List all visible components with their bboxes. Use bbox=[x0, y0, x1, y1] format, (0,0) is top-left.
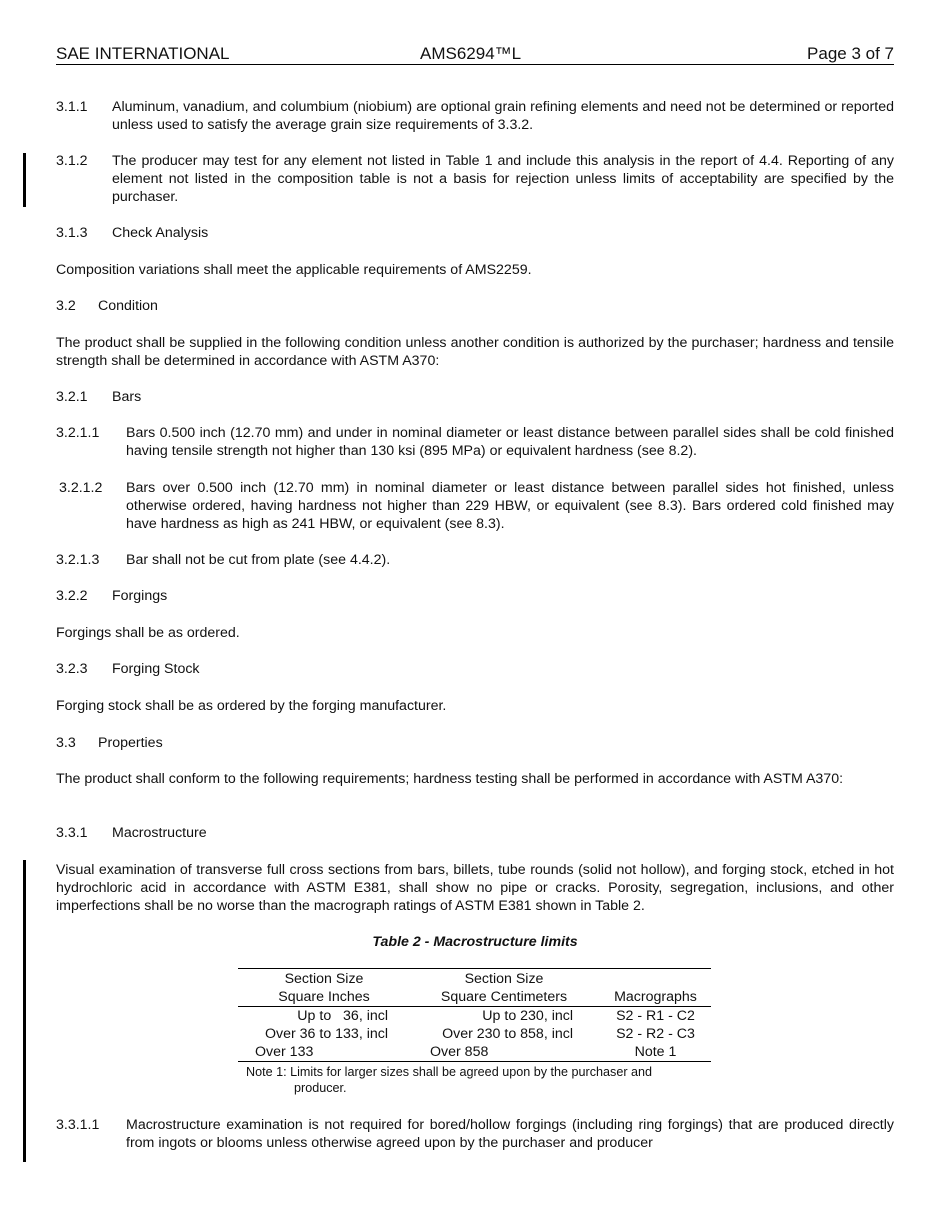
section-number: 3.2.1.2 bbox=[59, 480, 103, 496]
header-page-number: Page 3 of 7 bbox=[807, 44, 894, 63]
table-bottom-rule bbox=[238, 1061, 711, 1062]
section-title: Properties bbox=[98, 735, 163, 751]
header-size-cm-line1: Section Size bbox=[464, 971, 544, 987]
section-number: 3.2.1 bbox=[56, 389, 88, 405]
change-bar bbox=[23, 153, 26, 207]
header-size-inches-line2: Square Inches bbox=[278, 989, 370, 1005]
section-text: Forging stock shall be as ordered by the forging manufacturer. bbox=[56, 698, 447, 714]
table-cell: Over 230 to 858, incl bbox=[442, 1026, 573, 1042]
section-title: Condition bbox=[98, 298, 158, 314]
section-text: The product shall be supplied in the following condition unless another condition is authorized by the purchaser; hardness and tensile strength shall be determined in accordance with ASTM A370: bbox=[56, 335, 894, 369]
section-number: 3.1.3 bbox=[56, 225, 88, 241]
table-note bbox=[246, 1064, 706, 1096]
section-number: 3.2 bbox=[56, 298, 76, 314]
section-text: Aluminum, vanadium, and columbium (niobium) are optional grain refining elements and need not be determined or reported unless used to satisfy the average grain size requirements of 3.3.2. bbox=[112, 99, 894, 133]
table-cell: Note 1 bbox=[634, 1044, 677, 1060]
table-cell: Up to 36, incl bbox=[297, 1008, 388, 1024]
section-number: 3.2.1.3 bbox=[56, 552, 100, 568]
table-top-rule bbox=[238, 968, 711, 969]
section-title: Bars bbox=[112, 389, 142, 405]
section-number: 3.3 bbox=[56, 735, 76, 751]
section-title: Check Analysis bbox=[112, 225, 209, 241]
section-text: Visual examination of transverse full cross sections from bars, billets, tube rounds (solid not hollow), and forging stock, etched in hot hydrochloric acid in accordance with ASTM E381, shall show no pipe or cracks. Porosity, segregation, inclusions, and other imperfections shall be no worse than the macrograph ratings of ASTM E381 shown in Table 2. bbox=[56, 862, 894, 914]
section-text: Bars 0.500 inch (12.70 mm) and under in nominal diameter or least distance between parallel sides shall be cold finished having tensile strength not higher than 130 ksi (895 MPa) or equivalent hardness (see 8.2). bbox=[126, 425, 894, 459]
section-text: Bar shall not be cut from plate (see 4.4.2). bbox=[126, 552, 391, 568]
section-number: 3.1.2 bbox=[56, 153, 88, 169]
section-title: Forgings bbox=[112, 588, 168, 604]
table-note-line2: producer. bbox=[294, 1081, 347, 1095]
page-header bbox=[56, 44, 894, 65]
table-cell: S2 - R1 - C2 bbox=[616, 1008, 695, 1024]
section-number: 3.2.3 bbox=[56, 661, 88, 677]
table-note-line1: Note 1: Limits for larger sizes shall be agreed upon by the purchaser and bbox=[246, 1065, 653, 1079]
section-number: 3.3.1 bbox=[56, 825, 88, 841]
header-organization: SAE INTERNATIONAL bbox=[56, 44, 230, 63]
table-caption: Table 2 - Macrostructure limits bbox=[372, 934, 578, 950]
section-title: Forging Stock bbox=[112, 661, 200, 677]
header-macrographs: Macrographs bbox=[614, 989, 697, 1005]
table-cell: Over 858 bbox=[430, 1044, 489, 1060]
section-text: Bars over 0.500 inch (12.70 mm) in nominal diameter or least distance between parallel sides hot finished, unless otherwise ordered, having hardness not higher than 229 HBW, or equivalent (see 8.3). Bars ordered cold finished may have hardness as high as 241 HBW, or equivalent (see 8.3). bbox=[126, 480, 894, 532]
section-text: The product shall conform to the following requirements; hardness testing shall be performed in accordance with ASTM A370: bbox=[56, 771, 844, 787]
header-document-number: AMS6294™L bbox=[420, 44, 522, 63]
table-cell: S2 - R2 - C3 bbox=[616, 1026, 695, 1042]
table-cell: Over 36 to 133, incl bbox=[264, 1026, 388, 1042]
change-bar bbox=[23, 860, 26, 1162]
section-number: 3.3.1.1 bbox=[56, 1117, 100, 1133]
section-number: 3.2.1.1 bbox=[56, 425, 100, 441]
section-number: 3.2.2 bbox=[56, 588, 88, 604]
table-cell: Up to 230, incl bbox=[482, 1008, 573, 1024]
section-text: Forgings shall be as ordered. bbox=[56, 625, 240, 641]
section-text: The producer may test for any element not listed in Table 1 and include this analysis in the report of 4.4. Reporting of any element not listed in the composition table is not a basis for rejection unless limits of acceptability are specified by the purchaser. bbox=[112, 153, 894, 205]
section-text: Composition variations shall meet the applicable requirements of AMS2259. bbox=[56, 262, 532, 278]
table-cell: Over 133 bbox=[255, 1044, 314, 1060]
section-number: 3.1.1 bbox=[56, 99, 88, 115]
section-text: Macrostructure examination is not required for bored/hollow forgings (including ring forgings) that are produced directly from ingots or blooms unless otherwise agreed upon by the purchaser and producer bbox=[126, 1117, 894, 1151]
header-size-inches-line1: Section Size bbox=[284, 971, 364, 987]
section-title: Macrostructure bbox=[112, 825, 207, 841]
header-size-cm-line2: Square Centimeters bbox=[440, 989, 568, 1005]
